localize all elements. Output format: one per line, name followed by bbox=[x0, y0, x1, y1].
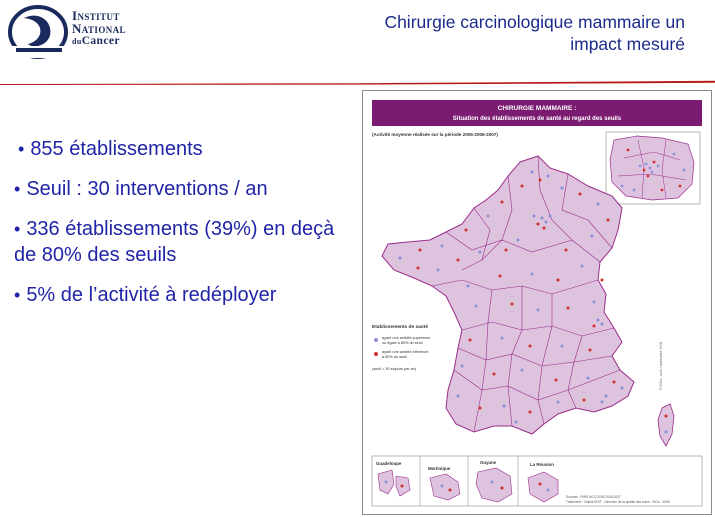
bullet-list bbox=[14, 136, 354, 322]
bullet-dot-icon: • bbox=[14, 219, 21, 239]
inset-label-martinique: Martinique bbox=[428, 466, 451, 471]
legend-item-high-line-2: ou égale à 80% du seuil bbox=[382, 341, 423, 345]
inset-dot bbox=[385, 481, 388, 484]
inset-label-reunion: La Réunion bbox=[530, 462, 554, 467]
map-credit: © INCa - août / septembre 2008 bbox=[659, 341, 663, 390]
inset-label-guyane: Guyane bbox=[480, 460, 497, 465]
logo-line-2: National bbox=[72, 20, 126, 36]
inset-dot bbox=[539, 483, 542, 486]
inca-logo-mark-icon bbox=[6, 4, 70, 60]
map-header-subtitle: Situation des établissements de santé au regard des seuils bbox=[452, 116, 622, 122]
map-period-note: (Activité moyenne réalisée sur la période 2005-2006-2007) bbox=[372, 132, 498, 137]
bullet-text: 5% de l’activité à redéployer bbox=[26, 284, 277, 306]
map-header-title: CHIRURGIE MAMMAIRE : bbox=[497, 105, 577, 112]
inset-dot bbox=[449, 489, 452, 492]
paris-region-shape bbox=[610, 136, 694, 200]
bullet-item bbox=[14, 176, 354, 202]
bullet-dot-icon: • bbox=[18, 139, 25, 159]
bullet-dot-icon: • bbox=[14, 285, 21, 305]
legend-note: (seuil = 30 séjours par an) bbox=[372, 367, 417, 371]
map-header-band bbox=[372, 100, 702, 126]
logo-cancer: Cancer bbox=[81, 35, 120, 47]
inca-logo bbox=[6, 4, 156, 60]
header-divider-stroke bbox=[0, 81, 715, 85]
logo-line-1: Institut bbox=[72, 8, 120, 23]
inset-dot bbox=[401, 485, 404, 488]
header-divider bbox=[0, 80, 715, 85]
legend-dot-low-icon bbox=[374, 352, 378, 356]
logo-du: du bbox=[72, 37, 82, 46]
slide-title bbox=[325, 11, 685, 55]
bullet-text: 855 établissements bbox=[30, 138, 203, 160]
bullet-text: Seuil : 30 interventions / an bbox=[26, 178, 268, 200]
slide-title-line-2: impact mesuré bbox=[570, 34, 685, 54]
bullet-item bbox=[14, 282, 354, 308]
overseas-insets bbox=[372, 456, 702, 506]
slide-title-line-1: Chirurgie carcinologique mammaire un bbox=[384, 12, 685, 32]
legend-title: Etablissements de santé bbox=[372, 325, 428, 330]
legend-item-low-line-1: ayant une activité inférieure bbox=[382, 350, 429, 354]
inset-dot bbox=[491, 481, 494, 484]
inset-dot bbox=[547, 489, 550, 492]
logo-wordmark bbox=[72, 10, 126, 49]
bullet-item bbox=[14, 136, 354, 162]
legend-item-low-line-2: à 80% du seuil bbox=[382, 355, 407, 359]
legend-item-high-line-1: ayant une activité supérieure bbox=[382, 336, 431, 340]
bullet-item bbox=[14, 216, 354, 268]
bullet-text: 336 établissements (39%) en deçà de 80% des seuils bbox=[14, 218, 335, 266]
breast-surgery-map bbox=[362, 90, 712, 515]
logo-line-3 bbox=[72, 35, 126, 49]
map-source-line-1: Sources : PMSI MCO 2005-2006-2007 bbox=[566, 495, 621, 499]
legend-dot-high-icon bbox=[374, 338, 378, 342]
inset-dot bbox=[501, 487, 504, 490]
map-source-line-2: Traitement : Cellule IRST - Direction de la qualité des soins - INCa - 2008 bbox=[566, 500, 670, 504]
inset-dot bbox=[441, 485, 444, 488]
inset-label-guadeloupe: Guadeloupe bbox=[376, 461, 402, 466]
bullet-dot-icon: • bbox=[14, 179, 21, 199]
